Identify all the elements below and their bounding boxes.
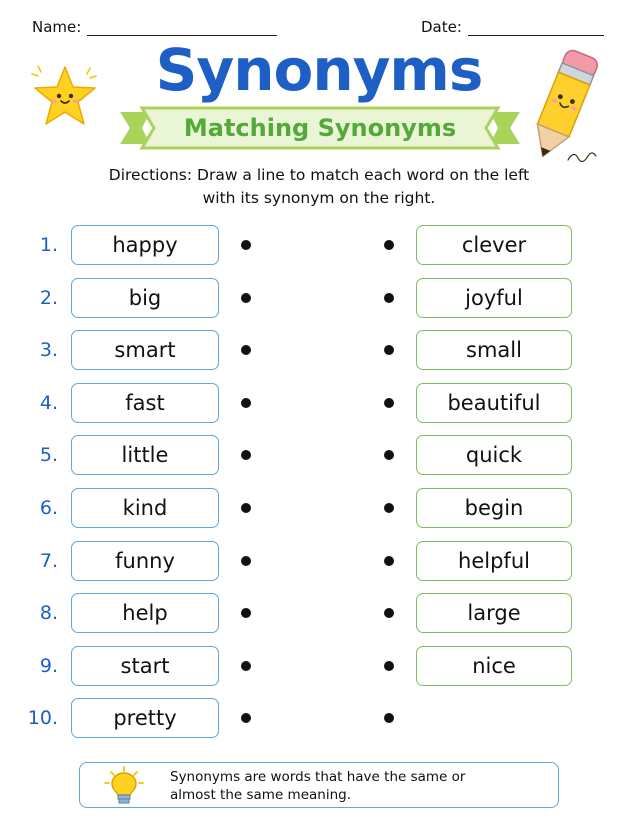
left-word-box: fast bbox=[71, 383, 219, 423]
left-match-dot[interactable] bbox=[241, 293, 251, 303]
right-word-box: joyful bbox=[416, 278, 572, 318]
subtitle-banner bbox=[120, 106, 520, 150]
right-match-dot[interactable] bbox=[384, 398, 394, 408]
right-match-dot[interactable] bbox=[384, 345, 394, 355]
note-line-2: almost the same meaning. bbox=[170, 787, 352, 803]
left-match-dot[interactable] bbox=[241, 503, 251, 513]
item-number: 2. bbox=[39, 287, 58, 309]
left-word-box: big bbox=[71, 278, 219, 318]
left-match-dot[interactable] bbox=[241, 608, 251, 618]
page-title: Synonyms bbox=[155, 36, 483, 104]
left-word-box: funny bbox=[71, 541, 219, 581]
item-number: 8. bbox=[39, 602, 58, 624]
item-number: 7. bbox=[39, 550, 58, 572]
left-match-dot[interactable] bbox=[241, 240, 251, 250]
right-word-box: beautiful bbox=[416, 383, 572, 423]
directions bbox=[60, 164, 578, 210]
right-word-box: helpful bbox=[416, 541, 572, 581]
directions-line-1: Directions: Draw a line to match each word on the left bbox=[108, 166, 530, 184]
item-number: 9. bbox=[39, 655, 58, 677]
item-number: 6. bbox=[39, 497, 58, 519]
directions-line-2: with its synonym on the right. bbox=[202, 189, 436, 207]
item-number: 3. bbox=[39, 339, 58, 361]
left-match-dot[interactable] bbox=[241, 556, 251, 566]
left-word-box: start bbox=[71, 646, 219, 686]
note-line-1: Synonyms are words that have the same or bbox=[170, 769, 466, 785]
right-word-box: begin bbox=[416, 488, 572, 528]
left-word-box: smart bbox=[71, 330, 219, 370]
definition-note bbox=[79, 762, 559, 808]
note-text bbox=[170, 768, 550, 804]
right-word-box: large bbox=[416, 593, 572, 633]
left-word-box: pretty bbox=[71, 698, 219, 738]
left-word-box: little bbox=[71, 435, 219, 475]
date-label: Date: bbox=[421, 18, 462, 36]
right-match-dot[interactable] bbox=[384, 608, 394, 618]
right-match-dot[interactable] bbox=[384, 450, 394, 460]
left-word-box: help bbox=[71, 593, 219, 633]
left-match-dot[interactable] bbox=[241, 713, 251, 723]
page-subtitle: Matching Synonyms bbox=[183, 114, 457, 142]
item-number: 5. bbox=[39, 444, 58, 466]
right-match-dot[interactable] bbox=[384, 240, 394, 250]
left-match-dot[interactable] bbox=[241, 345, 251, 355]
right-match-dot[interactable] bbox=[384, 293, 394, 303]
left-match-dot[interactable] bbox=[241, 450, 251, 460]
right-word-box: nice bbox=[416, 646, 572, 686]
right-match-dot[interactable] bbox=[384, 713, 394, 723]
item-number: 1. bbox=[39, 234, 58, 256]
right-match-dot[interactable] bbox=[384, 503, 394, 513]
left-word-box: kind bbox=[71, 488, 219, 528]
right-match-dot[interactable] bbox=[384, 661, 394, 671]
right-word-box: clever bbox=[416, 225, 572, 265]
left-word-box: happy bbox=[71, 225, 219, 265]
right-word-box: small bbox=[416, 330, 572, 370]
name-label: Name: bbox=[32, 18, 82, 36]
item-number: 4. bbox=[39, 392, 58, 414]
left-match-dot[interactable] bbox=[241, 661, 251, 671]
left-match-dot[interactable] bbox=[241, 398, 251, 408]
lightbulb-icon bbox=[96, 766, 152, 810]
item-number: 10. bbox=[27, 707, 58, 729]
right-word-box: quick bbox=[416, 435, 572, 475]
right-match-dot[interactable] bbox=[384, 556, 394, 566]
